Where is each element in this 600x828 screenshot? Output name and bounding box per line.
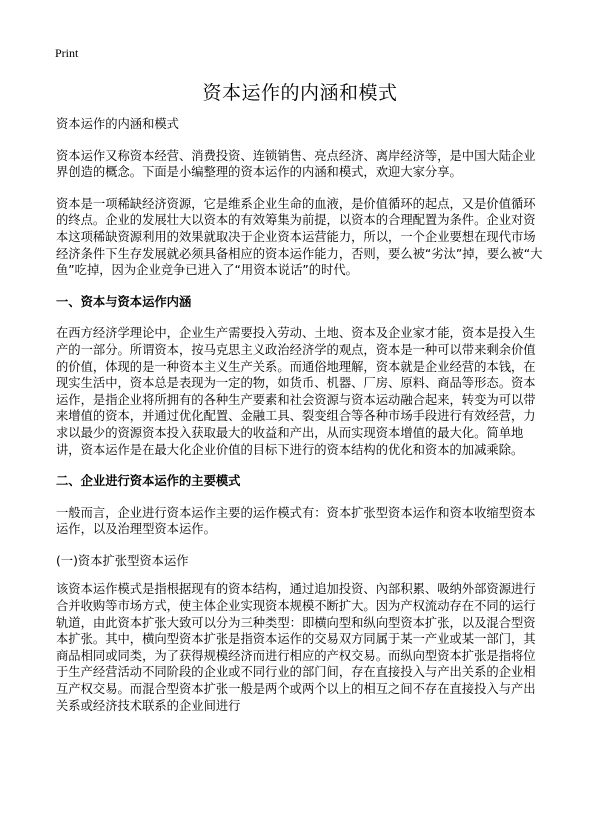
print-link[interactable]: Print <box>55 46 79 60</box>
document-title: 资本运作的内涵和模式 <box>202 82 398 104</box>
document-body <box>56 116 546 729</box>
section-heading: 二、企业进行资本运作的主要模式 <box>56 474 241 489</box>
paragraph: 在西方经济学理论中，企业生产需要投入劳动、土地、资本及企业家才能，资本是投入生产的一部分。所谓资本，按马克思主义政治经济学的观点，资本是一种可以带来剩余价值的价值，体现的是一种资本主义生产关系。而通俗地理解，资本就是企业经营的本钱，在现实生活中，资本总是表现为一定的物，如货币、机器、厂房、原料、商品等形态。资本运作，是指企业将所拥有的各种生产要素和社会资源与资本运动融合起来，转变为可以带来增值的资本，并通过优化配置、金融工具、裂变组合等各种市场手段进行有效经营，力求以最少的资源资本投入获取最大的收益和产出，从而实现资本增值的最大化。简单地讲，资本运作是在最大化企业价值的目标下进行的资本结构的优化和资本的加减乘除。 <box>56 326 536 457</box>
subsection-heading: (一)资本扩张型资本运作 <box>56 553 189 568</box>
paragraph: 资本运作又称资本经营、消费投资、连锁销售、亮点经济、离岸经济等，是中国大陆企业界创造的概念。下面是小编整理的资本运作的内涵和模式，欢迎大家分享。 <box>56 148 536 180</box>
paragraph: 一般而言，企业进行资本运作主要的运作模式有：资本扩张型资本运作和资本收缩型资本运作，以及治理型资本运作。 <box>56 505 536 537</box>
section-heading: 一、资本与资本运作内涵 <box>56 294 192 309</box>
paragraph: 资本是一项稀缺经济资源，它是维系企业生命的血液，是价值循环的起点，又是价值循环的终点。企业的发展壮大以资本的有效筹集为前提，以资本的合理配置为条件。企业对资本这项稀缺资源利用的效果就取决于企业资本运营能力，所以，一个企业要想在现代市场经济条件下生存发展就必须具备相应的资本运作能力，否则，要么被“劣汰”掉，要么被“大鱼”吃掉，因为企业竞争已进入了“用资本说话”的时代。 <box>56 196 543 278</box>
paragraph: 该资本运作模式是指根据现有的资本结构，通过追加投资、內部积累、吸纳外部资源进行合并收购等市场方式，使主体企业实现资本规模不断扩大。因为产权流动存在不同的运行轨道，由此资本扩张大致可以分为三种类型：即横向型和纵向型资本扩张，以及混合型资本扩张。其中，横向型资本扩张是指资本运作的交易双方同属于某一产业或某一部门，其商品相同或同类，为了获得规模经济而进行相应的产权交易。而纵向型资本扩张是指将位于生产经营活动不同阶段的企业或不同行业的部门间，存在直接投入与产出关系的企业相互产权交易。而混合型资本扩张一般是两个或两个以上的相互之间不存在直接投入与产出关系或经济技术联系的企业间进行 <box>56 582 536 713</box>
intro-heading: 资本运作的内涵和模式 <box>56 117 179 131</box>
